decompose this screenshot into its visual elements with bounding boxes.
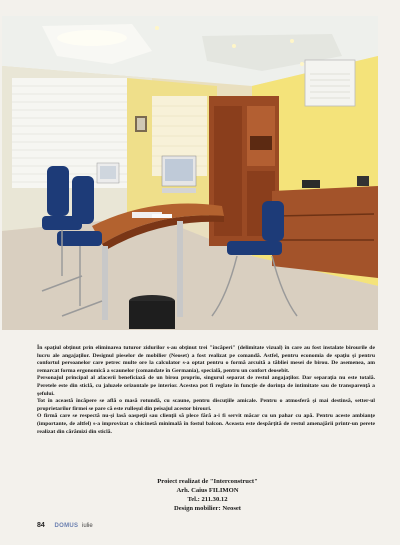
article-paragraph: Personajul principal al afacerii beneficiază de un birou propriu, singurul separat de restul angajaţilor. Dar separaţia nu este totală. Peretele este din sticlă, cu jaluzele orizontale pe interior. Acestea pot fi reglate în funcţie de dorinţa de intimitate sau de transparenţă a şefului. — [37, 375, 375, 397]
office-photo — [2, 16, 378, 330]
article-paragraph: În spaţiul obţinut prin eliminarea tuturor zidurilor s-au obţinut trei "încăperi" (delimitate vizual) în care au fost instalate birourile de lucru ale angajaţilor. Designul pieselor de mobilier (Neoset) a fost realizat pe comandă. Astfel, pentru economia de spaţiu şi pentru confortul persoanelor care petrec multe ore la calculator s-a optat pentru o formă arcuită a tăbliei mesei de birou. De asemenea, am remarcat forma ergonomică a scaunelor (comandate în Germania), specială, pentru un confort deosebit. — [37, 345, 375, 374]
credit-firm: Proiect realizat de "Interconstruct" — [157, 478, 258, 485]
page-footer — [37, 522, 93, 532]
page-number: 84 — [37, 522, 45, 529]
credit-architect: Arh. Caius FILIMON — [176, 487, 239, 494]
article-paragraph: Tot în această încăpere se află o masă rotundă, cu scaune, pentru discuţiile amicale. Pentru o atmosferă şi mai destinsă, setter-ul proprietarilor firmei se pare că este rulleşul din peisajul acestor birouri. — [37, 398, 375, 412]
article-body — [37, 345, 375, 436]
article-paragraph: O firmă care se respectă nu-şi lasă oaspeţii sau clienţii să plece fără a-i fi servit măcar cu un pahar cu apă. Pentru aceste ambianţe (importante, de altfel) s-a improvizat o chicinetă minimală în fostul balcon. Aceasta este despărţită de restul amenajării printr-un perete realizat din cărămizi din sticlă. — [37, 413, 375, 435]
magazine-name: DOMUS — [54, 523, 79, 529]
issue-month: iulie — [81, 523, 93, 529]
credit-phone: Tel.: 211.30.12 — [187, 496, 228, 503]
credit-furniture: Design mobilier: Neoset — [173, 505, 242, 512]
project-credits — [100, 477, 315, 513]
